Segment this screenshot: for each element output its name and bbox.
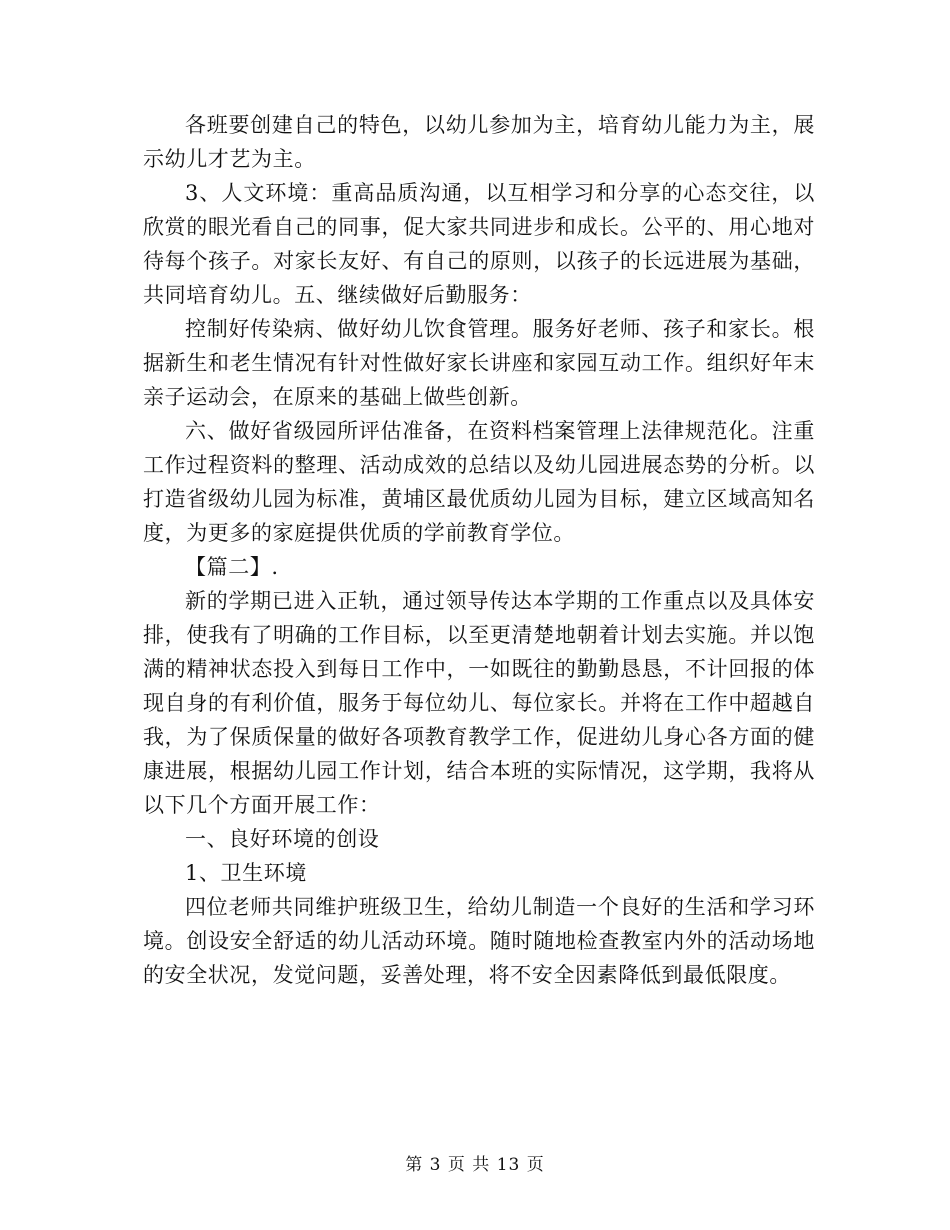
paragraph-class-features: 各班要创建自己的特色，以幼儿参加为主，培育幼儿能力为主，展示幼儿才艺为主。: [143, 113, 815, 171]
heading-environment-creation: 一、良好环境的创设: [185, 827, 380, 851]
paragraph-new-semester: 新的学期已进入正轨，通过领导传达本学期的工作重点以及具体安排，使我有了明确的工作目标，以至更清楚地朝着计划去实施。并以饱满的精神状态投入到每日工作中，一如既往的勤勤恳恳，不计回报的体现自身的有利价值，服务于每位幼儿、每位家长。并将在工作中超越自我，为了保质保量的做好各项教育教学工作，促进幼儿身心各方面的健康进展，根据幼儿园工作计划，结合本班的实际情况，这学期，我将从以下几个方面开展工作：: [143, 589, 815, 817]
paragraph-provincial-evaluation: 六、做好省级园所评估准备，在资料档案管理上法律规范化。注重工作过程资料的整理、活动成效的总结以及幼儿园进展态势的分析。以打造省级幼儿园为标准，黄埔区最优质幼儿园为目标，建立区域高知名度，为更多的家庭提供优质的学前教育学位。: [143, 419, 815, 545]
page-number-footer: 第 3 页 共 13 页: [405, 1155, 545, 1175]
paragraph-humanistic-environment: 3、人文环境：重高品质沟通，以互相学习和分享的心态交往，以欣赏的眼光看自己的同事，促大家共同进步和成长。公平的、用心地对待每个孩子。对家长友好、有自己的原则，以孩子的长远进展为基础，共同培育幼儿。五、继续做好后勤服务：: [143, 181, 815, 307]
paragraph-logistics-service: 控制好传染病、做好幼儿饮食管理。服务好老师、孩子和家长。根据新生和老生情况有针对性做好家长讲座和家园互动工作。组织好年末亲子运动会，在原来的基础上做些创新。: [143, 317, 815, 409]
heading-hygiene-environment: 1、卫生环境: [185, 861, 307, 885]
document-body: [143, 108, 815, 992]
section-heading-part-two: 【篇二】.: [185, 555, 279, 579]
paragraph-hygiene-maintenance: 四位老师共同维护班级卫生，给幼儿制造一个良好的生活和学习环境。创设安全舒适的幼儿活动环境。随时随地检查教室内外的活动场地的安全状况，发觉问题，妥善处理，将不安全因素降低到最低限度。: [143, 895, 815, 987]
